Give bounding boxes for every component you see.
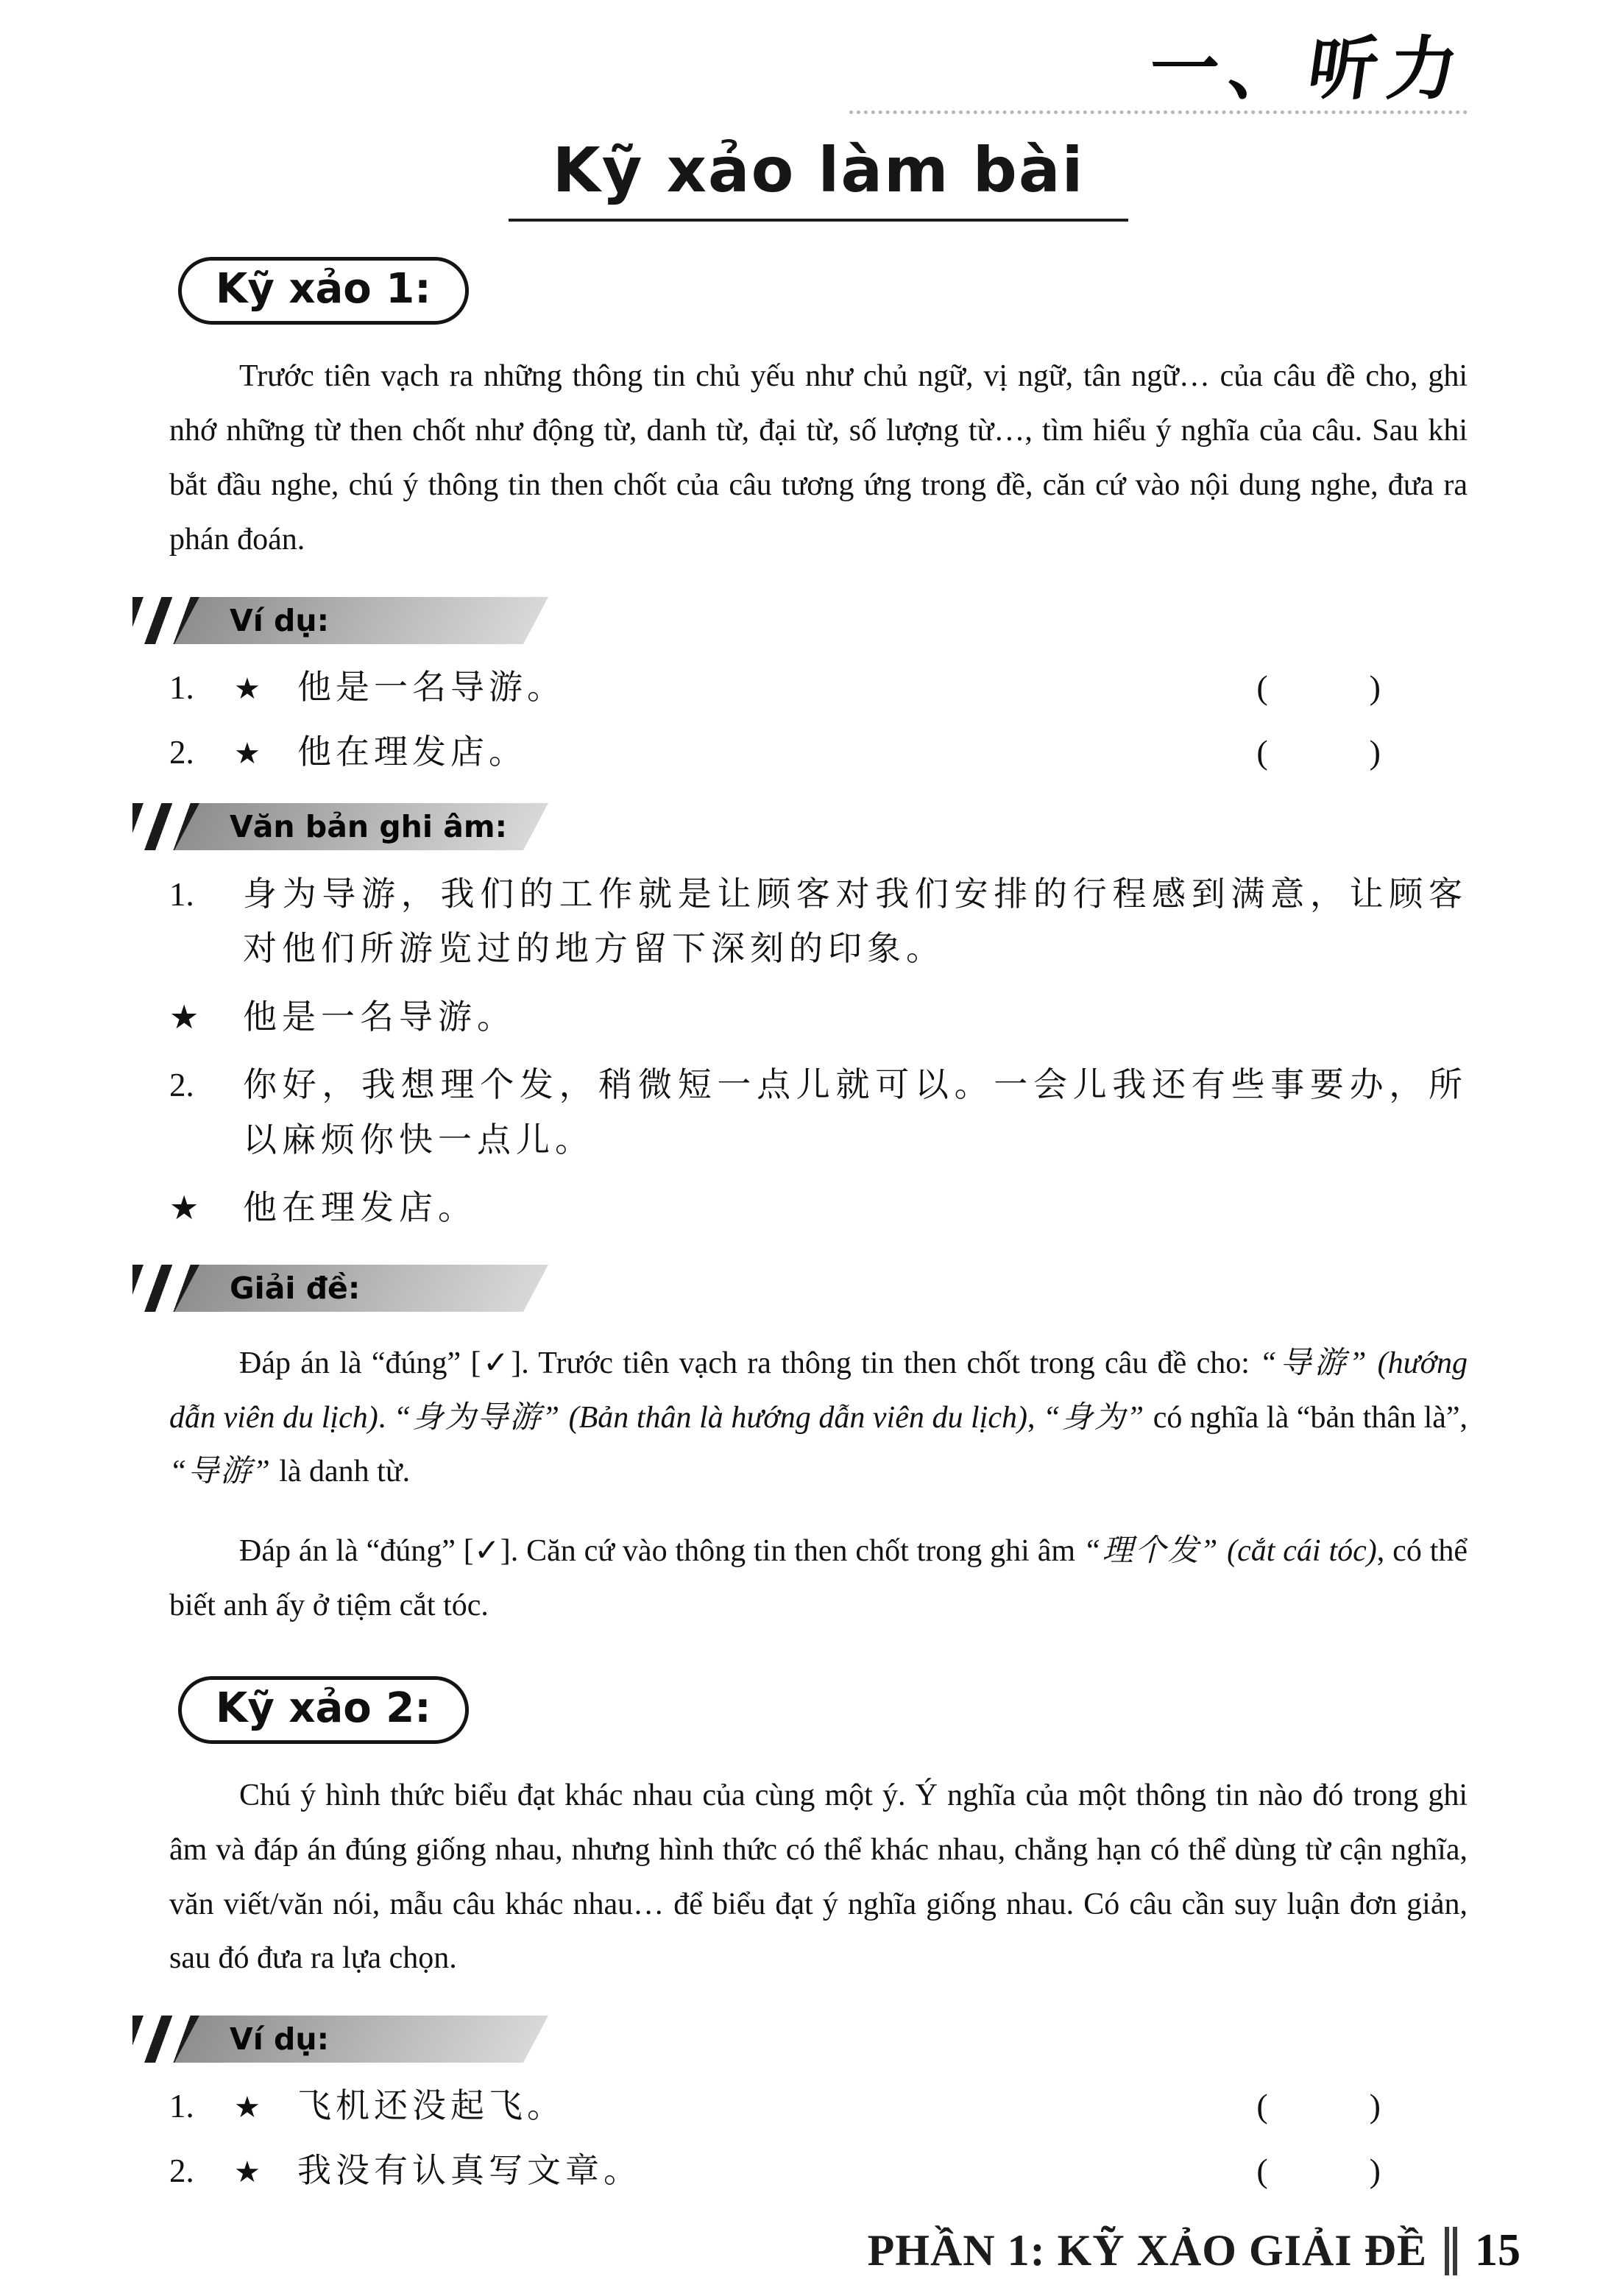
transcript-text: 他是一名导游。	[243, 996, 516, 1036]
text-run: có nghĩa là “bản thân là”,	[1145, 1400, 1468, 1435]
vidu-banner-2	[132, 2016, 1468, 2063]
chinese-term: “理个发”	[1083, 1534, 1220, 1569]
chapter-title-calligraphy: 一、听力	[1144, 29, 1473, 110]
star-icon: ★	[169, 1190, 199, 1227]
text-run: ,	[1027, 1400, 1044, 1435]
skill-1-intro: Trước tiên vạch ra những thông tin chủ yếu như chủ ngữ, vị ngữ, tân ngữ… của câu đề cho, ghi nhớ những từ then chốt như động từ, danh từ, đại từ, số lượng từ…, tìm hiểu ý nghĩa của câu. Sau khi bắt đầu nghe, chú ý thông tin then chốt của câu tương ứng trong đề, căn cứ vào nội dung nghe, đưa ra phán đoán.	[169, 358, 1468, 557]
giaide-paragraph-2	[169, 1525, 1468, 1633]
page-title: Kỹ xảo làm bài	[509, 135, 1129, 222]
footer-section-title: PHẦN 1: KỸ XẢO GIẢI ĐỀ	[867, 2226, 1427, 2275]
text-run: là danh từ.	[271, 1455, 411, 1489]
banner-label: Văn bản ghi âm:	[230, 808, 507, 844]
skill-1-badge-label: Kỹ xảo 1:	[216, 265, 431, 314]
italic-gloss: (hướng dẫn viên du lịch)	[169, 1346, 1468, 1435]
title-wrap	[169, 135, 1468, 222]
chapter-header-area	[169, 29, 1473, 114]
giaide-banner	[132, 1265, 1468, 1312]
answer-blank: ( )	[1256, 2087, 1381, 2125]
example-row	[169, 725, 1468, 774]
example-text: 飞机还没起飞。	[297, 2085, 565, 2126]
header-dotted-line	[849, 110, 1468, 114]
answer-blank: ( )	[1256, 668, 1381, 706]
star-icon: ★	[234, 736, 261, 770]
skill-2-badge	[178, 1676, 469, 1744]
example-row	[169, 2144, 1468, 2192]
transcript-text: 他在理发店。	[243, 1187, 477, 1228]
footer-divider	[1445, 2227, 1457, 2275]
answer-blank: ( )	[1256, 732, 1381, 771]
example-row	[169, 660, 1468, 709]
star-icon: ★	[234, 2091, 261, 2124]
italic-gloss: (cắt cái tóc)	[1219, 1534, 1377, 1569]
transcript-banner	[132, 803, 1468, 850]
example-text: 我没有认真写文章。	[297, 2150, 642, 2191]
transcript-row	[169, 1180, 1468, 1235]
transcript-row	[169, 1057, 1468, 1167]
banner-background	[174, 597, 548, 644]
example-number: 1.	[169, 2088, 194, 2125]
text-run: Đáp án là “đúng” [✓]. Trước tiên vạch ra thông tin then chốt trong câu đề cho:	[239, 1346, 1260, 1380]
italic-gloss: (Bản thân là hướng dẫn viên du lịch)	[561, 1400, 1028, 1435]
text-run: Đáp án là “đúng” [✓]. Căn cứ vào thông tin then chốt trong ghi âm	[239, 1534, 1083, 1569]
answer-blank: ( )	[1256, 2152, 1381, 2190]
banner-label: Ví dụ:	[230, 602, 329, 638]
transcript-text: 你好，我想理个发，稍微短一点儿就可以。一会儿我还有些事要办，所以麻烦你快一点儿。	[243, 1064, 1468, 1159]
giaide-paragraph-1	[169, 1337, 1468, 1500]
transcript-text: 身为导游，我们的工作就是让顾客对我们安排的行程感到满意，让顾客对他们所游览过的地方留下深刻的印象。	[243, 873, 1468, 969]
skill-2-intro: Chú ý hình thức biểu đạt khác nhau của cùng một ý. Ý nghĩa của một thông tin nào đó trong ghi âm và đáp án đúng giống nhau, nhưng hình thức có thể khác nhau, chẳng hạn có thể dùng từ cận nghĩa, văn viết/văn nói, mẫu câu khác nhau… để biểu đạt ý nghĩa giống nhau. Có câu cần suy luận đơn giản, sau đó đưa ra lựa chọn.	[169, 1778, 1468, 1976]
chinese-term: “导游”	[1259, 1346, 1368, 1380]
banner-background	[174, 803, 548, 850]
transcript-marker: 2.	[169, 1067, 194, 1104]
transcript-marker: 1.	[169, 875, 194, 913]
chinese-term: “身为导游”	[393, 1400, 562, 1435]
skill-1-badge	[178, 257, 469, 325]
banner-label: Ví dụ:	[230, 2021, 329, 2057]
example-number: 2.	[169, 2152, 194, 2190]
star-icon: ★	[234, 671, 261, 705]
text-run: .	[378, 1400, 394, 1435]
star-icon: ★	[234, 2155, 261, 2189]
star-icon: ★	[169, 998, 199, 1036]
transcript-row	[169, 866, 1468, 976]
chinese-term: “导游”	[169, 1455, 272, 1489]
page-footer	[868, 2225, 1521, 2277]
example-number: 2.	[169, 733, 194, 771]
text-run: , có thể biết anh ấy ở tiệm cắt tóc.	[169, 1534, 1468, 1623]
chinese-term: “身为”	[1043, 1400, 1146, 1435]
page-number: 15	[1475, 2225, 1521, 2275]
banner-label: Giải đề:	[230, 1270, 361, 1306]
banner-background	[174, 1265, 548, 1312]
vidu-banner-1	[132, 597, 1468, 644]
banner-background	[174, 2016, 548, 2063]
example-text: 他是一名导游。	[297, 666, 565, 707]
transcript-row	[169, 989, 1468, 1045]
example-row	[169, 2079, 1468, 2127]
example-text: 他在理发店。	[297, 731, 527, 771]
example-number: 1.	[169, 668, 194, 706]
skill-2-badge-label: Kỹ xảo 2:	[216, 1684, 431, 1733]
